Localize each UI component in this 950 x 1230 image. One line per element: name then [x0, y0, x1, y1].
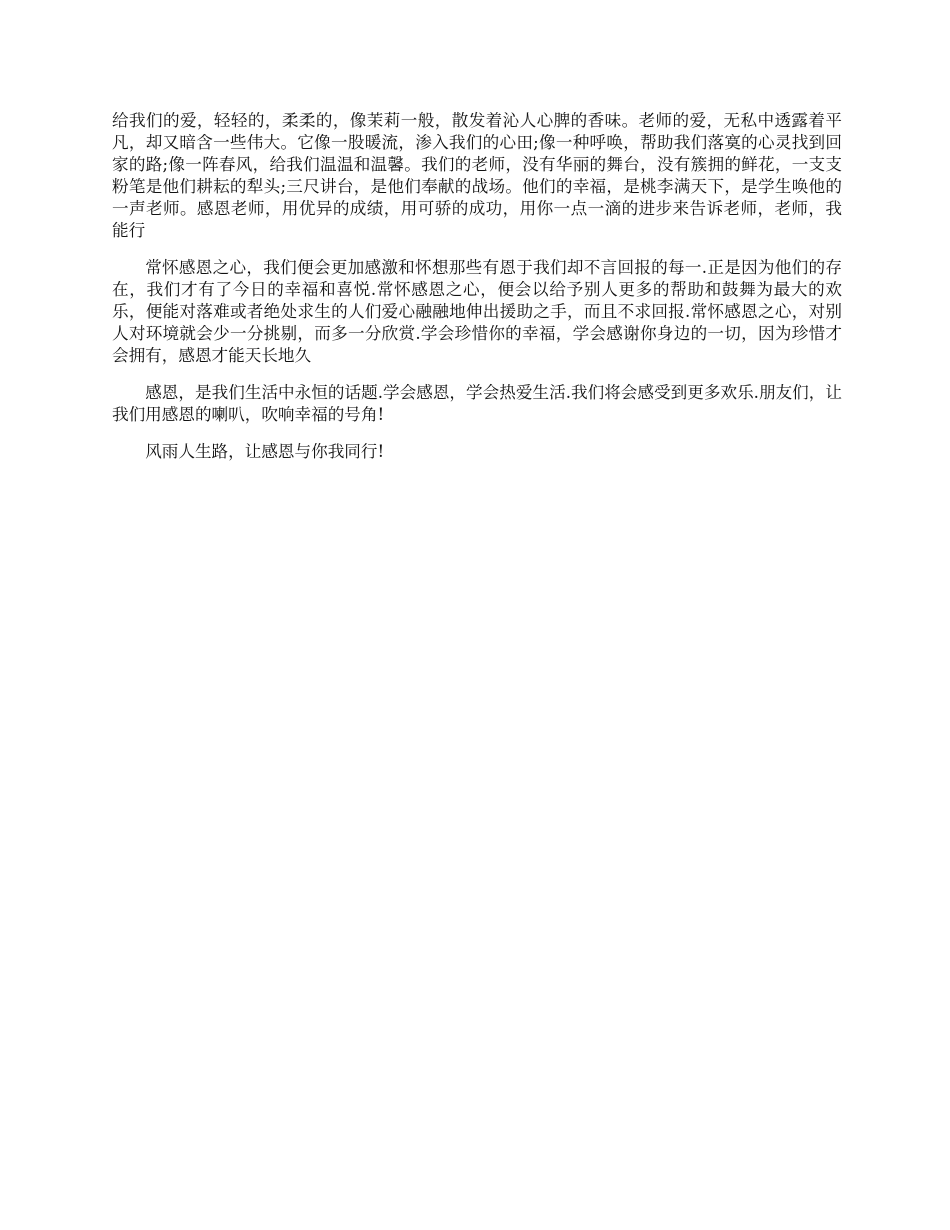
- paragraph-2: 常怀感恩之心，我们便会更加感激和怀想那些有恩于我们却不言回报的每一.正是因为他们的存在，我们才有了今日的幸福和喜悦.常怀感恩之心，便会以给予别人更多的帮助和鼓舞为最大的欢乐，便能对落难或者绝处求生的人们爱心融融地伸出援助之手，而且不求回报.常怀感恩之心，对别人对环境就会少一分挑剔，而多一分欣赏.学会珍惜你的幸福，学会感谢你身边的一切，因为珍惜才会拥有，感恩才能天长地久: [112, 258, 842, 365]
- document-page: [112, 110, 842, 478]
- paragraph-3: 感恩，是我们生活中永恒的话题.学会感恩，学会热爱生活.我们将会感受到更多欢乐.朋友们，让我们用感恩的喇叭，吹响幸福的号角!: [112, 383, 842, 424]
- paragraph-1: 给我们的爱，轻轻的，柔柔的，像茉莉一般，散发着沁人心脾的香味。老师的爱，无私中透露着平凡，却又暗含一些伟大。它像一股暖流，渗入我们的心田;像一种呼唤，帮助我们落寞的心灵找到回家的路;像一阵春风，给我们温温和温馨。我们的老师，没有华丽的舞台，没有簇拥的鲜花，一支支粉笔是他们耕耘的犁头;三尺讲台，是他们奉献的战场。他们的幸福，是桃李满天下，是学生唤他的一声老师。感恩老师，用优异的成绩，用可骄的成功，用你一点一滴的进步来告诉老师，老师，我能行: [112, 111, 842, 240]
- paragraph-4: 风雨人生路，让感恩与你我同行!: [145, 442, 385, 461]
